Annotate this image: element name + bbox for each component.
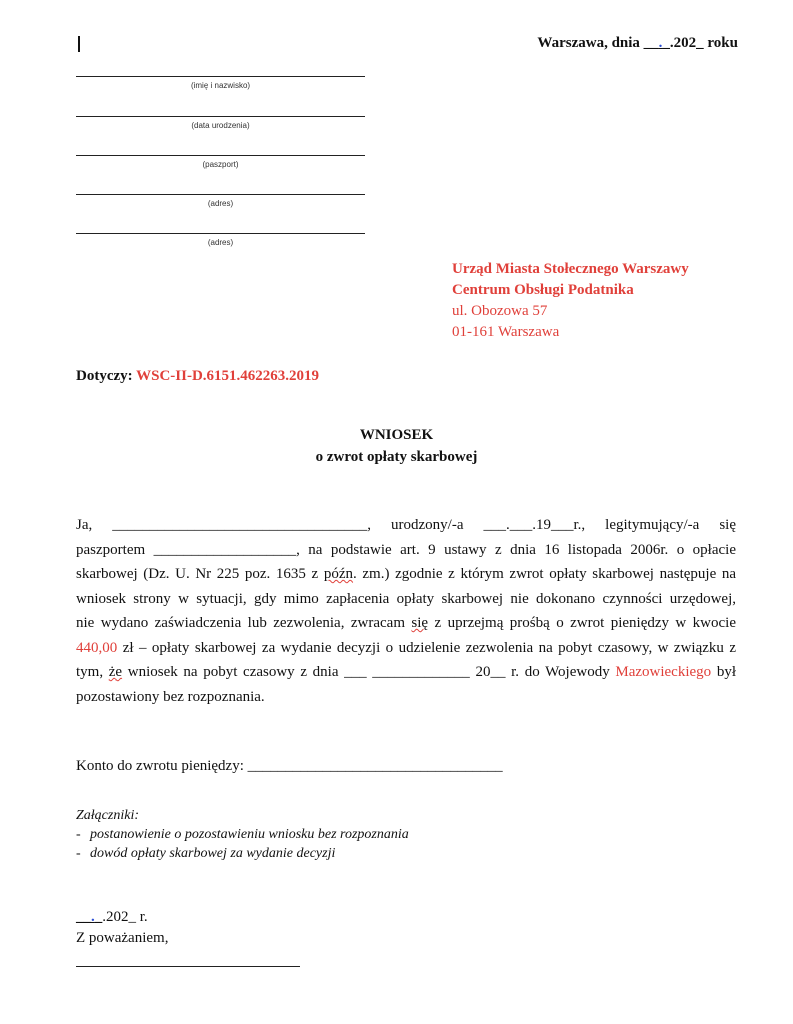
body-line-7: tym, że wniosek na pobyt czasowy z dnia ___ _____________ 20__ r. do Wojewody Mazowieckiego był bbox=[76, 664, 736, 680]
spellcheck-mark: późn bbox=[323, 566, 354, 582]
name-field-caption: (imię i nazwisko) bbox=[190, 81, 251, 90]
closing-regards: Z poważaniem, bbox=[76, 930, 169, 946]
regarding-line bbox=[76, 368, 319, 385]
closing-date: __._.202_ r. bbox=[76, 909, 148, 925]
name-field-line[interactable] bbox=[76, 76, 365, 77]
signature-line[interactable] bbox=[76, 966, 300, 967]
attachments-heading: Załączniki: bbox=[76, 808, 139, 823]
regarding-label: Dotyczy: bbox=[76, 368, 137, 384]
spellcheck-mark: że bbox=[108, 664, 123, 680]
body-line-4: wniosek strony w sytuacji, gdy mimo zapłacenia opłaty skarbowej nie dokonano czynności urzędowej, bbox=[76, 590, 736, 607]
header-date bbox=[420, 35, 738, 52]
attachment-item: - postanowienie o pozostawieniu wniosku bez rozpoznania bbox=[76, 827, 409, 842]
document-subtitle: o zwrot opłaty skarbowej bbox=[315, 449, 478, 465]
addressee-city: 01-161 Warszawa bbox=[452, 324, 560, 340]
address-field-caption-1: (adres) bbox=[207, 199, 234, 208]
attachments-section bbox=[76, 806, 409, 863]
case-reference: WSC-II-D.6151.462263.2019 bbox=[136, 368, 320, 384]
passport-field-line[interactable] bbox=[76, 155, 365, 156]
spellcheck-mark: się bbox=[411, 615, 429, 631]
birthdate-field-caption: (data urodzenia) bbox=[191, 121, 250, 130]
date-blank-underline: __._ bbox=[643, 35, 670, 51]
attachment-item: - dowód opłaty skarbowej za wydanie decyzji bbox=[76, 846, 336, 861]
blue-dot-mark: . bbox=[91, 909, 95, 925]
body-line-5: nie wydano zaświadczenia lub zezwolenia, zwracam się z uprzejmą prośbą o zwrot pieniędzy w kwocie bbox=[76, 615, 736, 631]
passport-field-caption: (paszport) bbox=[202, 160, 239, 169]
addressee-department: Centrum Obsługi Podatnika bbox=[452, 282, 634, 298]
address-field-line-2[interactable] bbox=[76, 233, 365, 234]
addressee-office: Urząd Miasta Stołecznego Warszawy bbox=[452, 261, 689, 277]
body-line-2: paszportem ___________________, na podstawie art. 9 ustawy z dnia 16 listopada 2006r. o opłacie bbox=[76, 541, 736, 558]
date-suffix: .202_ roku bbox=[669, 35, 738, 51]
body-line-6: 440,00 zł – opłaty skarbowej za wydanie decyzji o udzielenie zezwolenia na pobyt czasowy, w związku z bbox=[76, 639, 736, 656]
body-line-8: pozostawiony bez rozpoznania. bbox=[76, 688, 265, 705]
document-title: WNIOSEK bbox=[359, 427, 434, 443]
account-label: Konto do zwrotu pieniędzy: bbox=[76, 758, 248, 774]
closing-date-blank: __._ bbox=[76, 909, 103, 925]
birthdate-field-line[interactable] bbox=[76, 116, 365, 117]
body-line-1: Ja, __________________________________, urodzony/-a ___.___.19___r., legitymujący/-a się bbox=[76, 517, 736, 533]
address-field-line-1[interactable] bbox=[76, 194, 365, 195]
address-field-caption-2: (adres) bbox=[207, 238, 234, 247]
application-body bbox=[76, 513, 736, 709]
text-cursor bbox=[78, 36, 80, 52]
account-number-blank[interactable]: __________________________________ bbox=[247, 758, 503, 774]
voivode-name: Mazowieckiego bbox=[615, 664, 712, 680]
fee-amount: 440,00 bbox=[76, 639, 118, 656]
date-prefix: Warszawa, dnia bbox=[537, 35, 644, 51]
addressee-street: ul. Obozowa 57 bbox=[452, 303, 548, 319]
account-line bbox=[76, 758, 503, 775]
blue-dot-mark: . bbox=[658, 35, 663, 51]
addressee-block bbox=[452, 259, 689, 343]
body-line-3: skarbowej (Dz. U. Nr 225 poz. 1635 z późn. zm.) zgodnie z którym zwrot opłaty skarbowej następuje na bbox=[76, 566, 737, 582]
